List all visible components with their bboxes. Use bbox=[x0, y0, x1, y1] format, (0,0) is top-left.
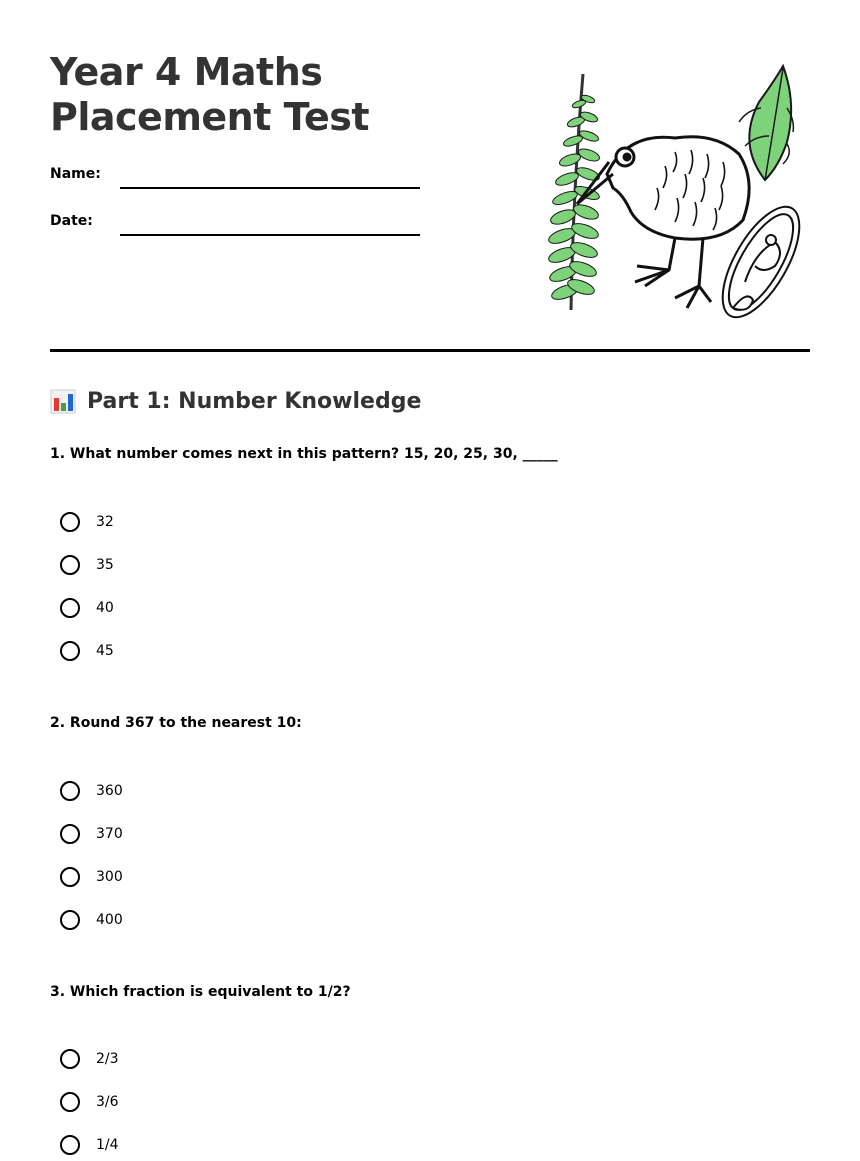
page-title: Year 4 Maths Placement Test bbox=[50, 50, 370, 139]
question-1-text: 1. What number comes next in this pattern? 15, 20, 25, 30, _____ bbox=[50, 446, 558, 462]
radio-button[interactable] bbox=[60, 910, 80, 930]
radio-button[interactable] bbox=[60, 824, 80, 844]
question-1-option-2[interactable] bbox=[60, 552, 114, 578]
option-label: 400 bbox=[96, 912, 123, 928]
name-field[interactable] bbox=[120, 187, 420, 189]
question-3-option-1[interactable] bbox=[60, 1046, 119, 1072]
radio-button[interactable] bbox=[60, 598, 80, 618]
option-label: 32 bbox=[96, 514, 114, 530]
radio-button[interactable] bbox=[60, 867, 80, 887]
radio-button[interactable] bbox=[60, 641, 80, 661]
radio-button[interactable] bbox=[60, 1092, 80, 1112]
divider bbox=[50, 349, 810, 352]
kiwi-fern-illustration bbox=[525, 62, 805, 324]
date-field[interactable] bbox=[120, 234, 420, 236]
question-2-option-3[interactable] bbox=[60, 864, 123, 890]
question-1-option-4[interactable] bbox=[60, 638, 114, 664]
date-label: Date: bbox=[50, 213, 93, 229]
section-title: Part 1: Number Knowledge bbox=[87, 388, 422, 414]
question-2-text: 2. Round 367 to the nearest 10: bbox=[50, 715, 302, 731]
option-label: 40 bbox=[96, 600, 114, 616]
radio-button[interactable] bbox=[60, 1135, 80, 1155]
question-3-text: 3. Which fraction is equivalent to 1/2? bbox=[50, 984, 351, 1000]
question-1-option-3[interactable] bbox=[60, 595, 114, 621]
option-label: 35 bbox=[96, 557, 114, 573]
name-label: Name: bbox=[50, 166, 101, 182]
question-3-option-2[interactable] bbox=[60, 1089, 119, 1115]
radio-button[interactable] bbox=[60, 512, 80, 532]
kiwi-bird-icon bbox=[577, 137, 749, 308]
radio-button[interactable] bbox=[60, 781, 80, 801]
option-label: 45 bbox=[96, 643, 114, 659]
option-label: 1/4 bbox=[96, 1137, 119, 1153]
section-heading bbox=[50, 388, 421, 414]
option-label: 2/3 bbox=[96, 1051, 119, 1067]
question-2-option-2[interactable] bbox=[60, 821, 123, 847]
question-2-option-1[interactable] bbox=[60, 778, 123, 804]
leaf-icon bbox=[739, 66, 793, 180]
radio-button[interactable] bbox=[60, 1049, 80, 1069]
option-label: 3/6 bbox=[96, 1094, 119, 1110]
option-label: 300 bbox=[96, 869, 123, 885]
question-1-option-1[interactable] bbox=[60, 509, 114, 535]
option-label: 360 bbox=[96, 783, 123, 799]
radio-button[interactable] bbox=[60, 555, 80, 575]
bar-chart-icon bbox=[50, 388, 76, 414]
question-3-option-3[interactable] bbox=[60, 1132, 119, 1158]
option-label: 370 bbox=[96, 826, 123, 842]
question-2-option-4[interactable] bbox=[60, 907, 123, 933]
